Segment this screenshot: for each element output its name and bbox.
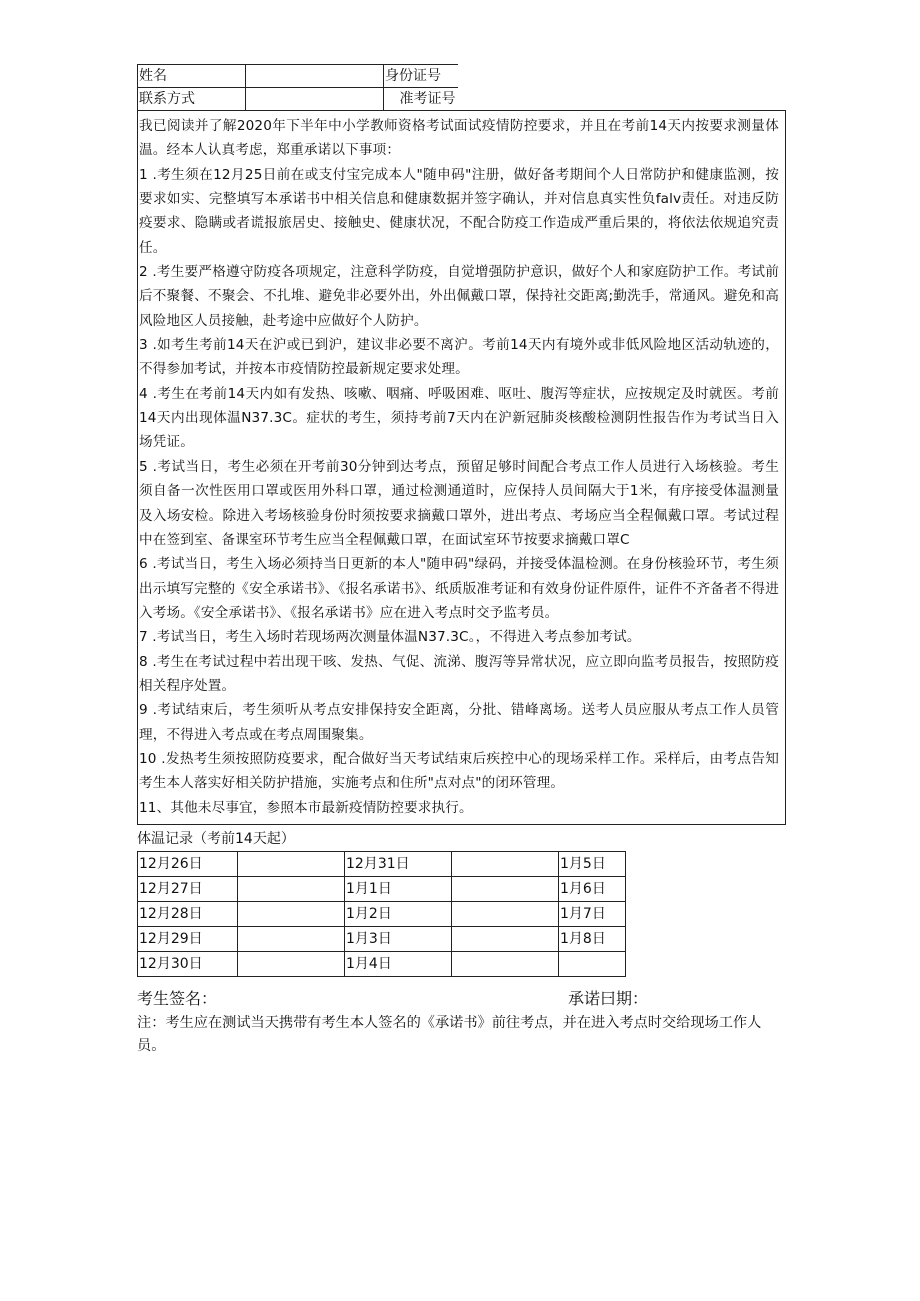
empty-cell <box>559 952 626 977</box>
date-cell: 12月27日 <box>138 877 238 902</box>
header-info-table <box>137 64 458 111</box>
temperature-input-cell[interactable] <box>238 852 345 877</box>
date-cell: 1月5日 <box>559 852 626 877</box>
table-row <box>138 902 626 927</box>
pledge-item: 1 .考生须在12月25日前在或支付宝完成本人"随申码"注册，做好备考期间个人日常防护和健康监测，按要求如实、完整填写本承诺书中相关信息和健康数据并签字确认，并对信息真实性负falv责任。对违反防疫要求、隐瞒或者谎报旅居史、接触史、健康状况，不配合防疫工作造成严重后果的，将依法依规追究责任。 <box>139 166 779 256</box>
temperature-table <box>137 851 626 977</box>
id-label: 身份证号 <box>384 65 458 88</box>
name-label: 姓名 <box>138 65 246 88</box>
temperature-input-cell[interactable] <box>238 952 345 977</box>
table-row <box>138 852 626 877</box>
pledge-item: 6 .考试当日，考生入场必须持当日更新的本人"随申码"绿码，并接受体温检测。在身份核验环节，考生须出示填写完整的《安全承诺书》、《报名承诺书》、纸质版准考证和有效身份证件原件，证件不齐备者不得进入考场。《安全承诺书》、《报名承诺书》应在进入考点时交予监考员。 <box>139 556 779 621</box>
date-cell: 1月7日 <box>559 902 626 927</box>
date-cell: 12月29日 <box>138 927 238 952</box>
temperature-record-title: 体温记录（考前14天起） <box>137 831 295 847</box>
temperature-input-cell[interactable] <box>238 927 345 952</box>
date-cell: 1月8日 <box>559 927 626 952</box>
pledge-item: 10 .发热考生须按照防疫要求，配合做好当天考试结束后疾控中心的现场采样工作。采样后，由考点告知考生本人落实好相关防护措施，实施考点和住所"点对点"的闭环管理。 <box>139 750 779 792</box>
table-row <box>138 952 626 977</box>
pledge-item: 9 .考试结束后，考生须听从考点安排保持安全距离，分批、错峰离场。送考人员应服从考点工作人员管理，不得进入考点或在考点周围聚集。 <box>139 702 779 743</box>
date-cell: 1月1日 <box>345 877 452 902</box>
temperature-input-cell[interactable] <box>452 927 559 952</box>
date-cell: 12月28日 <box>138 902 238 927</box>
pledge-item: 4 .考生在考前14天内如有发热、咳嗽、咽痛、呼吸困难、呕吐、腹泻等症状，应按规定及时就医。考前14天内出现体温N37.3C。症状的考生，须持考前7天内在沪新冠肺炎核酸检测阴性报告作为考试当日入场凭证。 <box>139 385 779 451</box>
name-value-field[interactable] <box>246 65 384 88</box>
pledge-item: 3 .如考生考前14天在沪或已到沪，建议非必要不离沪。考前14天内有境外或非低风险地区活动轨迹的，不得参加考试，并按本市疫情防控最新规定要求处理。 <box>139 337 779 378</box>
pledge-item: 11、其他未尽事宜，参照本市最新疫情防控要求执行。 <box>139 799 473 816</box>
date-cell: 1月4日 <box>345 952 452 977</box>
temperature-input-cell[interactable] <box>238 902 345 927</box>
temperature-input-cell[interactable] <box>238 877 345 902</box>
date-cell: 12月31日 <box>345 852 452 877</box>
contact-label: 联系方式 <box>138 88 246 111</box>
temperature-input-cell[interactable] <box>452 852 559 877</box>
contact-value-field[interactable] <box>246 88 384 111</box>
exam-id-label: 准考证号 <box>384 88 458 111</box>
pledge-intro: 我已阅读并了解2020年下半年中小学教师资格考试面试疫情防控要求，并且在考前14天内按要求测量体温。经本人认真考虑，郑重承诺以下事项： <box>139 118 779 159</box>
temperature-input-cell[interactable] <box>452 952 559 977</box>
pledge-item: 2 .考生要严格遵守防疫各项规定，注意科学防疫，自觉增强防护意识，做好个人和家庭防护工作。考试前后不聚餐、不聚会、不扎堆、避免非必要外出，外出佩戴口罩，保持社交距离;勤洗手，常通风。避免和高风险地区人员接触，赴考途中应做好个人防护。 <box>139 264 779 329</box>
header-row-1 <box>138 65 458 88</box>
date-cell: 1月3日 <box>345 927 452 952</box>
pledge-item: 8 .考生在考试过程中若出现干咳、发热、气促、流涕、腹泻等异常状况，应立即向监考员报告，按照防疫相关程序处置。 <box>139 653 779 694</box>
table-row <box>138 877 626 902</box>
date-cell: 12月26日 <box>138 852 238 877</box>
table-row <box>138 927 626 952</box>
temperature-input-cell[interactable] <box>452 877 559 902</box>
footer-note: 注：考生应在测试当天携带有考生本人签名的《承诺书》前往考点，并在进入考点时交给现场工作人员。 <box>137 1015 762 1054</box>
pledge-box <box>137 110 786 825</box>
pledge-item: 7 .考试当日，考生入场时若现场两次测量体温N37.3C。，不得进入考点参加考试。 <box>139 629 641 646</box>
signature-label: 考生签名： <box>137 989 218 1008</box>
header-row-2 <box>138 88 458 111</box>
pledge-item: 5 .考试当日，考生必须在开考前30分钟到达考点，预留足够时间配合考点工作人员进行入场核验。考生须自备一次性医用口罩或医用外科口罩，通过检测通道时，应保持人员间隔大于1米，有序接受体温测量及入场安检。除进入考场核验身份时须按要求摘戴口罩外，进出考点、考场应当全程佩戴口罩。考试过程中在签到室、备课室环节考生应当全程佩戴口罩，在面试室环节按要求摘戴口罩C <box>139 458 779 548</box>
date-cell: 1月6日 <box>559 877 626 902</box>
pledge-date-label: 承诺曰期： <box>568 989 649 1008</box>
temperature-input-cell[interactable] <box>452 902 559 927</box>
date-cell: 12月30日 <box>138 952 238 977</box>
date-cell: 1月2日 <box>345 902 452 927</box>
